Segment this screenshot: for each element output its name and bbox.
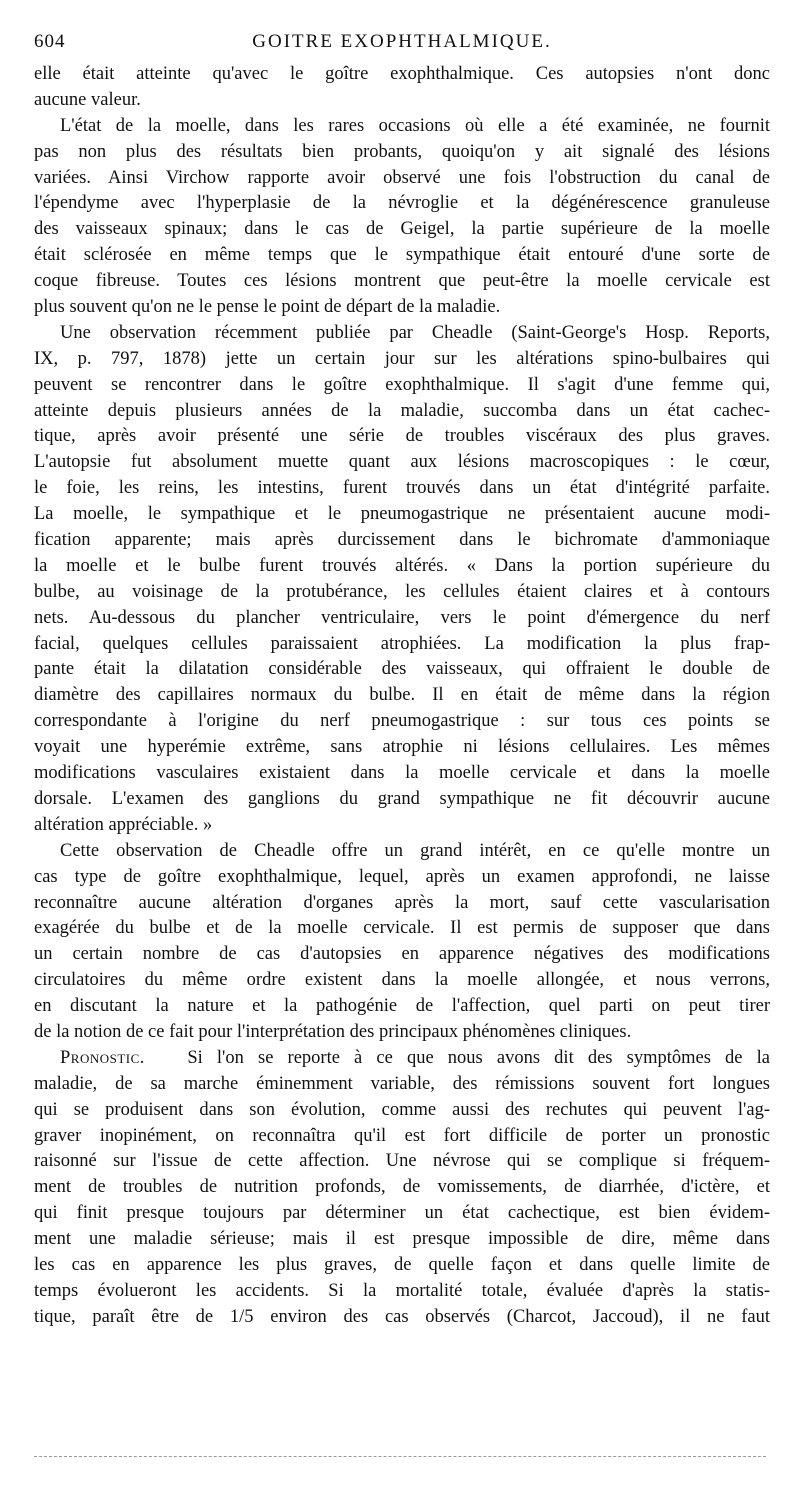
text-line: la moelle et le bulbe furent trouvés altérés. « Dans la portion supérieure du [34, 555, 770, 576]
text-line: Si l'on se reporte à ce que nous avons dit des symptômes de la [187, 1047, 770, 1068]
text-line: de la notion de ce fait pour l'interprétation des principaux phénomènes cliniques. [34, 1021, 632, 1042]
text-line: plus souvent qu'on ne le pense le point de départ de la maladie. [34, 297, 501, 318]
text-line: un certain nombre de cas d'autopsies en apparence négatives des modifications [34, 944, 770, 965]
text-line: tique, paraît être de 1/5 environ des cas observés (Charcot, Jaccoud), il ne faut [34, 1306, 770, 1327]
text-line: qui se produisent dans son évolution, comme aussi des rechutes qui peuvent l'ag- [34, 1099, 770, 1120]
text-line: fication apparente; mais après durcissement dans le bichromate d'ammoniaque [34, 530, 770, 551]
text-line: atteinte depuis plusieurs années de la maladie, succomba dans un état cachec- [34, 400, 770, 421]
text-line: nets. Au-dessous du plancher ventriculaire, vers le point d'émergence du nerf [34, 607, 770, 628]
text-line: voyait une hyperémie extrême, sans atrophie ni lésions cellulaires. Les mêmes [34, 737, 770, 758]
text-line: cas type de goître exophthalmique, lequel, après un examen approfondi, ne laisse [34, 866, 770, 887]
text-line: facial, quelques cellules paraissaient atrophiées. La modification la plus frap- [34, 633, 770, 654]
text-line: les cas en apparence les plus graves, de quelle façon et dans quelle limite de [34, 1254, 770, 1275]
text-line: des vaisseaux spinaux; dans le cas de Geigel, la partie supérieure de la moelle [34, 219, 770, 240]
text-line: coque fibreuse. Toutes ces lésions montrent que peut-être la moelle cervicale est [34, 271, 770, 292]
text-line: elle était atteinte qu'avec le goître exophthalmique. Ces autopsies n'ont donc [34, 64, 770, 84]
text-line: reconnaître aucune altération d'organes après la mort, sauf cette vascularisation [34, 892, 770, 913]
text-line: aucune valeur. [34, 89, 141, 110]
text-line: tique, après avoir présenté une série de troubles viscéraux des plus graves. [34, 426, 770, 447]
text-line: modifications vasculaires existaient dans la moelle cervicale et dans la moelle [34, 763, 770, 784]
text-line: bulbe, au voisinage de la protubérance, les cellules étaient claires et à contours [34, 581, 770, 602]
text-line: pas non plus des résultats bien probants, quoiqu'on y ait signalé des lésions [34, 141, 770, 162]
text-line: altération appréciable. » [34, 814, 213, 835]
text-line: en discutant la nature et la pathogénie de l'affection, quel parti on peut tirer [34, 996, 770, 1017]
text-line: qui finit presque toujours par déterminer un état cachectique, est bien évidem- [34, 1203, 770, 1224]
text-line: maladie, de sa marche éminemment variable, des rémissions souvent fort longues [34, 1073, 770, 1094]
text-line: IX, p. 797, 1878) jette un certain jour sur les altérations spino-bulbaires qui [34, 348, 770, 369]
text-line: variées. Ainsi Virchow rapporte avoir observé une fois l'obstruction du canal de [34, 167, 770, 188]
text-line: La moelle, le sympathique et le pneumogastrique ne présentaient aucune modi- [34, 504, 770, 525]
text-line: peuvent se rencontrer dans le goître exophthalmique. Il s'agit d'une femme qui, [34, 374, 770, 395]
text-line: dorsale. L'examen des ganglions du grand sympathique ne fit découvrir aucune [34, 788, 770, 809]
text-line: raisonné sur l'issue de cette affection. Une névrose qui se complique si fréquem- [34, 1151, 770, 1172]
text-line: L'état de la moelle, dans les rares occasions où elle a été examinée, ne fournit [60, 115, 770, 136]
text-line: diamètre des capillaires normaux du bulbe. Il en était de même dans la région [34, 685, 770, 706]
text-line: Cette observation de Cheadle offre un grand intérêt, en ce qu'elle montre un [60, 840, 770, 861]
body-text [34, 62, 770, 1331]
text-line: ment une maladie sérieuse; mais il est presque impossible de dire, même dans [34, 1229, 770, 1250]
text-line: le foie, les reins, les intestins, furent trouvés dans un état d'intégrité parfaite. [34, 478, 770, 499]
footer-rule [34, 1456, 766, 1457]
text-line: Une observation récemment publiée par Cheadle (Saint-George's Hosp. Reports, [60, 322, 770, 343]
text-line: temps évolueront les accidents. Si la mortalité totale, évaluée d'après la statis- [34, 1280, 770, 1301]
text-line: ment de troubles de nutrition profonds, de vomissements, de diarrhée, d'ictère, et [34, 1177, 770, 1198]
page-header [34, 31, 770, 57]
running-title: GOITRE EXOPHTHALMIQUE. [252, 31, 552, 52]
text-line-pronostic [34, 1046, 770, 1072]
page-number: 604 [34, 31, 66, 52]
text-line: l'épendyme avec l'hyperplasie de la névroglie et la dégénérescence granuleuse [34, 193, 770, 214]
text-line: pante était la dilatation considérable des vaisseaux, qui offraient le double de [34, 659, 770, 680]
text-line: graver inopinément, on reconnaîtra qu'il est fort difficile de porter un pronostic [34, 1125, 770, 1146]
text-line: L'autopsie fut absolument muette quant aux lésions macroscopiques : le cœur, [34, 452, 770, 473]
text-line: était sclérosée en même temps que le sympathique était entouré d'une sorte de [34, 245, 770, 266]
text-line: exagérée du bulbe et de la moelle cervicale. Il est permis de supposer que dans [34, 918, 770, 939]
text-line: correspondante à l'origine du nerf pneumogastrique : sur tous ces points se [34, 711, 770, 732]
section-heading-pronostic: Pronostic. [60, 1047, 145, 1068]
text-line: circulatoires du même ordre existent dans la moelle allongée, et nous verrons, [34, 970, 770, 991]
